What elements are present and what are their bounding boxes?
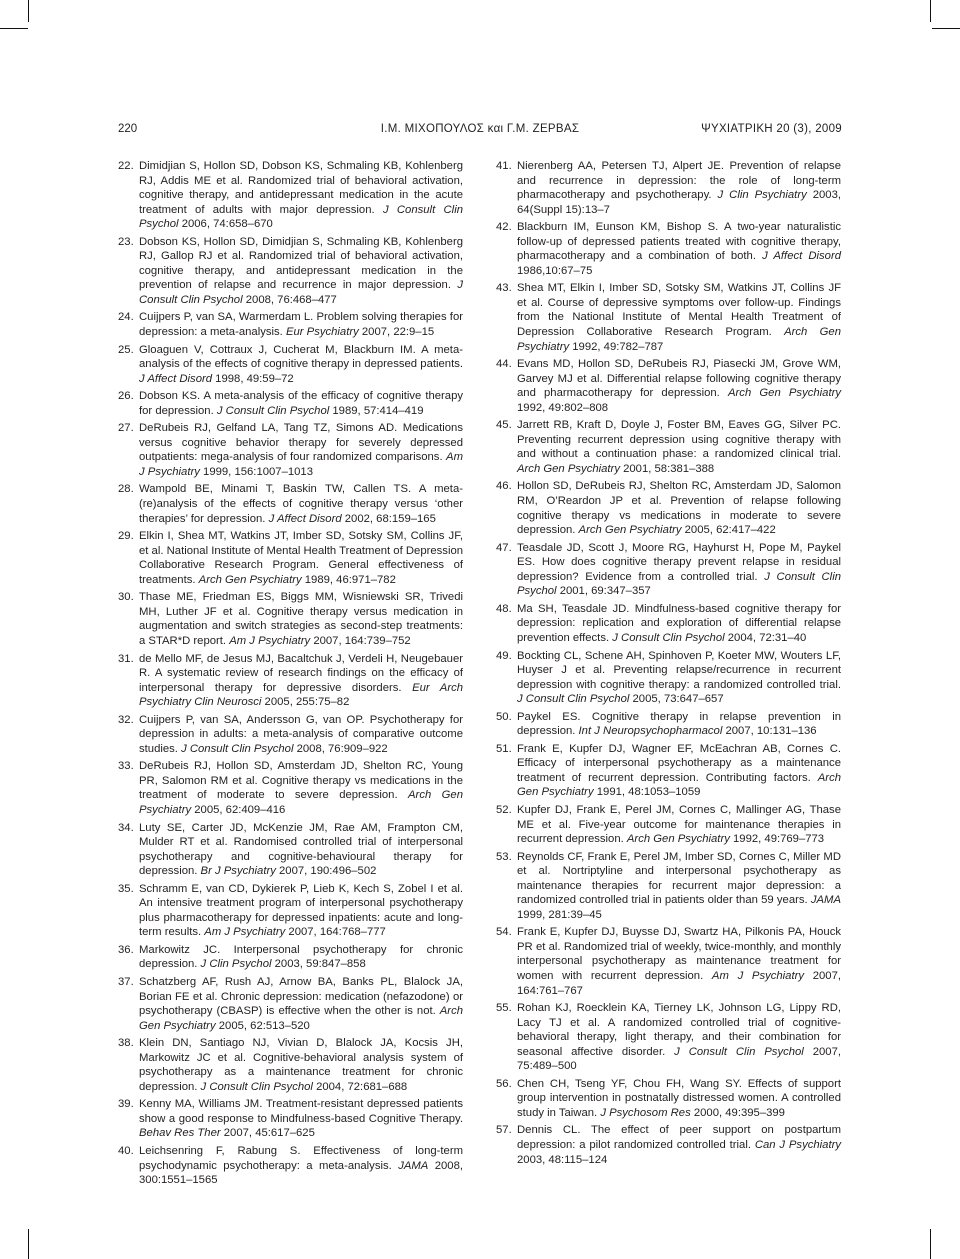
reference-citation: 2008, 76:909–922 [293, 742, 388, 755]
reference-text: Blackburn IM, Eunson KM, Bishop S. A two-year naturalistic follow-up of depressed patients treated with cognitive therapy, pharmacotherapy and a combination of both. [517, 221, 841, 263]
reference-journal: J Affect Disord [139, 372, 213, 385]
reference-item [496, 220, 841, 278]
reference-number: 36. [118, 943, 134, 956]
reference-journal: J Consult Clin Psychol [181, 742, 294, 755]
reference-text: Thase ME, Friedman ES, Biggs MM, Wisniewski SR, Trivedi MH, Luther JF et al. Cognitive therapy versus medication in augmentation and switch strategies as second-step treatments: a STAR*D report. [139, 591, 463, 647]
reference-citation: 2004, 72:31–40 [724, 631, 807, 644]
reference-item [118, 975, 463, 1033]
reference-number: 55. [496, 1002, 512, 1015]
reference-number: 25. [118, 343, 134, 356]
reference-number: 24. [118, 311, 134, 324]
reference-body [517, 220, 841, 278]
reference-journal: Am J Psychiatry [204, 926, 286, 939]
reference-text: Kupfer DJ, Frank E, Perel JM, Cornes C, Mallinger AG, Thase ME et al. Five-year outcome for maintenance therapies in recurrent depression. [517, 803, 841, 846]
reference-item [496, 1077, 841, 1121]
reference-journal: Arch Gen Psychiatry [139, 789, 463, 816]
reference-journal: J Consult Clin Psychol [517, 570, 841, 598]
reference-number: 26. [118, 390, 134, 403]
reference-number: 56. [496, 1077, 512, 1090]
reference-body [517, 742, 841, 800]
reference-text: Dobson KS, Hollon SD, Dimidjian S, Schmaling KB, Kohlenberg RJ, Gallop RJ et al. Randomized trial of behavioral activation, cognitive therapy, and antidepressant medication in the prevention of relapse and recurrence in major depression. [139, 235, 463, 292]
reference-citation: 2003, 64(Suppl 15):13–7 [517, 189, 841, 216]
reference-text: Markowitz JC. Interpersonal psychotherapy for chronic depression. [139, 943, 463, 971]
reference-item [118, 713, 463, 757]
reference-journal: Int J Neuropsychopharmacol [578, 725, 723, 738]
reference-number: 54. [496, 926, 512, 939]
reference-text: Jarrett RB, Kraft D, Doyle J, Foster BM, Eaves GG, Silver PC. Preventing recurrent depression using cognitive therapy with and without a continuation phase: a randomized clinical trial. [517, 419, 841, 461]
reference-item [496, 742, 841, 800]
crop-mark [930, 1229, 931, 1259]
reference-number: 43. [496, 282, 512, 295]
header-journal: ΨΥΧΙΑΤΡΙΚΗ 20 (3), 2009 [701, 123, 842, 135]
reference-journal: Am J Psychiatry [139, 451, 463, 478]
reference-body [517, 925, 841, 998]
reference-text: Wampold BE, Minami T, Baskin TW, Callen TS. A meta-(re)analysis of the effects of cognitive therapy versus ‘other therapies’ for depression. [139, 483, 463, 525]
crop-mark [932, 28, 960, 29]
reference-number: 44. [496, 358, 512, 371]
reference-body [139, 759, 463, 817]
reference-body [139, 821, 463, 879]
reference-journal: J Consult Clin Psychol [612, 631, 725, 644]
reference-journal: J Affect Disord [268, 512, 342, 525]
reference-text: Shea MT, Elkin I, Imber SD, Sotsky SM, Watkins JT, Collins JF et al. Course of depressive symptoms over follow-up. Findings from the National Institute of Mental Health Treatment of Depression Collaborative Research Program. [517, 282, 841, 339]
reference-item [118, 235, 463, 308]
reference-body [517, 479, 841, 537]
reference-item [496, 1123, 841, 1167]
reference-citation: 1992, 49:769–773 [729, 833, 825, 846]
reference-number: 52. [496, 803, 512, 816]
reference-number: 48. [496, 602, 512, 615]
reference-journal: Arch Gen Psychiatry [578, 524, 682, 537]
reference-number: 30. [118, 591, 134, 604]
reference-journal: Br J Psychiatry [200, 865, 276, 878]
reference-citation: 2000, 49:395–399 [690, 1106, 785, 1119]
reference-journal: JAMA [810, 894, 842, 907]
reference-text: Nierenberg AA, Petersen TJ, Alpert JE. Prevention of relapse and recurrence in depression: the role of long-term pharmacotherapy and psychotherapy. [517, 160, 841, 202]
reference-item [496, 479, 841, 537]
reference-text: Paykel ES. Cognitive therapy in relapse prevention in depression. [517, 710, 841, 738]
reference-text: Schramm E, van CD, Dykierek P, Lieb K, Kech S, Zobel I et al. An intensive treatment program of interpersonal psychotherapy plus pharmacotherapy for depressed inpatients: acute and long-term results. [139, 882, 463, 939]
reference-journal: J Clin Psychiatry [717, 189, 807, 202]
reference-journal: J Affect Disord [762, 250, 841, 263]
reference-item [496, 357, 841, 415]
reference-citation: 2003, 48:115–124 [517, 1153, 608, 1166]
header-authors: Ι.Μ. ΜΙΧΟΠΟΥΛΟΣ και Γ.Μ. ΖΕΡΒΑΣ [380, 123, 580, 135]
reference-body [139, 159, 463, 232]
reference-journal: Arch Gen Psychiatry [517, 326, 841, 353]
reference-body [139, 943, 463, 972]
reference-text: Leichsenring F, Rabung S. Effectiveness of long-term psychodynamic psychotherapy: a meta-analysis. [139, 1145, 463, 1172]
reference-text: Dobson KS. A meta-analysis of the efficacy of cognitive therapy for depression. [139, 390, 463, 417]
reference-body [517, 541, 841, 599]
reference-text: Luty SE, Carter JD, McKenzie JM, Rae AM, Frampton CM, Mulder RT et al. Randomised controlled trial of interpersonal psychotherapy and cognitive-behavioural therapy for depression. [139, 821, 463, 878]
reference-citation: 2005, 62:409–416 [191, 803, 286, 816]
reference-item [118, 1036, 463, 1094]
reference-item [496, 159, 841, 217]
reference-number: 46. [496, 480, 512, 493]
reference-item [118, 882, 463, 940]
reference-body [517, 602, 841, 646]
reference-text: Frank E, Kupfer DJ, Wagner EF, McEachran AB, Cornes C. Efficacy of interpersonal psychotherapy as a maintenance treatment of recurrent depression. Contributing factors. [517, 742, 841, 784]
crop-mark [28, 1229, 29, 1259]
reference-item [496, 803, 841, 847]
reference-body [517, 281, 841, 354]
reference-citation: 2003, 59:847–858 [271, 958, 366, 971]
reference-text: Rohan KJ, Roecklein KA, Tierney LK, Johnson LG, Lippy RD, Lacy TJ et al. A randomized controlled trial of cognitive-behavioral therapy, light therapy, and their combination for seasonal affective disorder. [517, 1002, 841, 1058]
reference-number: 37. [118, 975, 134, 988]
reference-citation: 2001, 69:347–357 [556, 585, 651, 598]
reference-item [496, 850, 841, 923]
reference-body [139, 590, 463, 648]
reference-journal: Arch Gen Psychiatry [198, 573, 302, 586]
reference-body [517, 803, 841, 847]
reference-item [118, 389, 463, 418]
reference-citation: 2007, 164:761–767 [517, 969, 842, 997]
reference-body [517, 710, 841, 739]
reference-text: Klein DN, Santiago NJ, Vivian D, Blalock JA, Kocsis JH, Markowitz JC et al. Cognitive-behavioral analysis system of psychotherapy as a maintenance treatment for chronic depression. [139, 1037, 463, 1093]
reference-item [118, 821, 463, 879]
reference-body [517, 1077, 841, 1121]
reference-citation: 2005, 73:647–657 [629, 693, 724, 706]
crop-mark [930, 0, 931, 22]
reference-journal: J Consult Clin Psychol [674, 1045, 804, 1058]
reference-body [517, 357, 841, 415]
reference-number: 47. [496, 541, 512, 554]
reference-number: 27. [118, 422, 134, 435]
reference-item [118, 1144, 463, 1188]
reference-number: 57. [496, 1124, 512, 1137]
reference-body [139, 975, 463, 1033]
reference-citation: 2007, 190:496–502 [275, 865, 377, 878]
reference-item [118, 310, 463, 339]
reference-journal: J Consult Clin Psychol [200, 1080, 313, 1093]
reference-number: 50. [496, 710, 512, 723]
reference-number: 22. [118, 160, 134, 172]
reference-number: 51. [496, 742, 512, 755]
reference-journal: Arch Gen Psychiatry [139, 1005, 463, 1032]
reference-citation: 1999, 281:39–45 [517, 908, 602, 921]
reference-journal: Eur Arch Psychiatry Clin Neurosci [139, 681, 464, 709]
reference-body [139, 235, 463, 308]
reference-journal: Behav Res Ther [139, 1127, 221, 1140]
reference-journal: J Psychosom Res [600, 1106, 691, 1119]
reference-body [139, 1144, 463, 1188]
reference-text: Bockting CL, Schene AH, Spinhoven P, Koeter MW, Wouters LF, Huyser J et al. Preventing relapse/recurrence in recurrent depression with cognitive therapy: a randomized controlled trial. [517, 649, 841, 691]
reference-journal: Can J Psychiatry [754, 1139, 841, 1151]
reference-citation: 2002, 68:159–165 [341, 512, 436, 525]
reference-item [118, 943, 463, 972]
reference-journal: Arch Gen Psychiatry [517, 462, 620, 475]
reference-number: 29. [118, 530, 134, 543]
reference-number: 38. [118, 1037, 134, 1050]
reference-body [139, 713, 463, 757]
reference-text: Reynolds CF, Frank E, Perel JM, Imber SD, Cornes C, Miller MD et al. Nortriptyline and interpersonal psychotherapy as maintenance therapies for recurrent major depression: a randomized controlled trial in patients older than 59 years. [517, 850, 841, 907]
reference-citation: 2001, 58:381–388 [619, 462, 715, 475]
reference-body [517, 418, 841, 476]
reference-journal: Eur Psychiatry [285, 326, 359, 339]
references-left-column [118, 159, 463, 1191]
reference-body [139, 310, 463, 339]
reference-body [139, 389, 463, 418]
reference-body [517, 1001, 841, 1074]
reference-number: 35. [118, 882, 134, 895]
reference-journal: J Consult Clin Psychol [216, 404, 330, 417]
reference-journal: J Consult Clin Psychol [517, 693, 630, 706]
reference-item [496, 1001, 841, 1074]
reference-body [139, 882, 463, 940]
reference-journal: Arch Gen Psychiatry [626, 833, 730, 846]
reference-journal: JAMA [398, 1159, 429, 1172]
reference-item [496, 602, 841, 646]
reference-text: Frank E, Kupfer DJ, Buysse DJ, Swartz HA, Pilkonis PA, Houck PR et al. Randomized trial of weekly, twice-monthly, and monthly interpersonal psychotherapy as maintenance treatment for women with recurrent depression. [517, 926, 841, 982]
reference-number: 28. [118, 483, 134, 496]
reference-number: 34. [118, 821, 134, 834]
reference-text: Teasdale JD, Scott J, Moore RG, Hayhurst H, Pope M, Paykel ES. How does cognitive therapy prevent relapse in residual depression? Evidence from a controlled trial. [517, 541, 841, 583]
reference-number: 41. [496, 160, 512, 172]
reference-journal: J Clin Psychol [200, 958, 272, 971]
reference-text: Cuijpers P, van SA, Andersson G, van OP. Psychotherapy for depression in adults: a meta-analysis of comparative outcome studies. [139, 713, 463, 755]
reference-body [139, 343, 463, 387]
reference-citation: 2007, 10:131–136 [722, 725, 817, 738]
reference-body [139, 482, 463, 526]
reference-text: Schatzberg AF, Rush AJ, Arnow BA, Banks PL, Blalock JA, Borian FE et al. Chronic depression: medication (nefazodone) or psychotherapy (CBASP) is effective when the other is not. [139, 975, 463, 1018]
reference-journal: Am J Psychiatry [229, 634, 311, 647]
reference-item [496, 710, 841, 739]
reference-citation: 2007, 75:489–500 [517, 1045, 842, 1073]
reference-body [517, 649, 841, 707]
reference-item [118, 1097, 463, 1141]
reference-item [118, 421, 463, 479]
reference-item [496, 541, 841, 599]
reference-body [517, 159, 841, 217]
reference-item [118, 343, 463, 387]
reference-body [517, 850, 841, 923]
crop-mark [28, 0, 29, 22]
reference-body [139, 1097, 463, 1141]
reference-citation: 2006, 74:658–670 [178, 218, 273, 231]
reference-citation: 2005, 62:417–422 [681, 524, 776, 537]
reference-number: 40. [118, 1145, 134, 1157]
reference-citation: 2007, 45:617–625 [220, 1127, 315, 1140]
reference-item [118, 529, 463, 587]
reference-text: Cuijpers P, van SA, Warmerdam L. Problem solving therapies for depression: a meta-analysis. [139, 311, 463, 339]
reference-body [517, 1123, 841, 1167]
reference-citation: 1998, 49:59–72 [212, 372, 294, 385]
reference-body [139, 652, 463, 710]
reference-journal: Arch Gen Psychiatry [517, 771, 841, 799]
reference-citation: 2008, 300:1551–1565 [139, 1159, 463, 1187]
reference-number: 32. [118, 713, 134, 726]
reference-number: 53. [496, 850, 512, 863]
reference-journal: Am J Psychiatry [711, 969, 805, 982]
reference-citation: 1991, 48:1053–1059 [593, 786, 701, 799]
reference-text: Dennis CL. The effect of peer support on postpartum depression: a pilot randomized controlled trial. [517, 1124, 841, 1151]
running-header [118, 123, 842, 139]
reference-body [139, 1036, 463, 1094]
reference-citation: 2005, 255:75–82 [261, 696, 350, 709]
reference-text: Hollon SD, DeRubeis RJ, Shelton RC, Amsterdam JD, Salomon RM, O’Reardon JP et al. Prevention of relapse following cognitive therapy vs medications in moderate to severe depression. [517, 480, 841, 537]
reference-item [496, 418, 841, 476]
reference-text: Elkin I, Shea MT, Watkins JT, Imber SD, Sotsky SM, Collins JF, et al. National Institute of Mental Health Treatment of Depression Collaborative Research Program. General effectiveness of treatments. [139, 530, 464, 586]
reference-item [118, 652, 463, 710]
references-right-column [496, 159, 841, 1170]
reference-text: Gloaguen V, Cottraux J, Cucherat M, Blackburn IM. A meta-analysis of the effects of cognitive therapy in depressed patients. [139, 343, 463, 371]
page-number: 220 [118, 123, 138, 135]
reference-text: Ma SH, Teasdale JD. Mindfulness-based cognitive therapy for depression: replication and exploration of differential relapse prevention effects. [517, 602, 841, 644]
reference-item [118, 590, 463, 648]
reference-item [496, 281, 841, 354]
reference-body [139, 529, 463, 587]
reference-body [139, 421, 463, 479]
reference-citation: 2004, 72:681–688 [312, 1080, 408, 1093]
reference-text: Chen CH, Tseng YF, Chou FH, Wang SY. Effects of support group intervention in postnatally distressed women. A controlled study in Taiwan. [517, 1077, 841, 1119]
reference-number: 33. [118, 760, 134, 773]
reference-citation: 1989, 57:414–419 [329, 404, 424, 417]
reference-number: 42. [496, 221, 512, 234]
crop-mark [0, 28, 28, 29]
reference-journal: Arch Gen Psychiatry [728, 387, 841, 400]
reference-journal: J Consult Clin Psychol [139, 279, 463, 306]
reference-item [118, 759, 463, 817]
reference-number: 45. [496, 419, 512, 432]
reference-text: Dimidjian S, Hollon SD, Dobson KS, Schmaling KB, Kohlenberg RJ, Addis ME et al. Randomized trial of behavioral activation, cognitive therapy, and antidepressant medication in the acute treatment of adults with major depression. [139, 160, 463, 216]
reference-citation: 2008, 76:468–477 [242, 293, 337, 306]
reference-citation: 1989, 46:971–782 [301, 573, 396, 586]
reference-text: DeRubeis RJ, Gelfand LA, Tang TZ, Simons AD. Medications versus cognitive behavior therapy for severely depressed outpatients: mega-analysis of four randomized comparisons. [139, 422, 463, 464]
reference-citation: 2007, 164:739–752 [310, 634, 411, 647]
reference-number: 49. [496, 649, 512, 662]
reference-citation: 2007, 164:768–777 [285, 926, 386, 939]
reference-number: 23. [118, 235, 134, 248]
reference-text: Kenny MA, Williams JM. Treatment-resistant depressed patients show a good response to Mindfulness-based Cognitive Therapy. [139, 1098, 463, 1125]
reference-citation: 1992, 49:782–787 [569, 340, 664, 353]
reference-item [118, 159, 463, 232]
reference-number: 31. [118, 652, 134, 665]
reference-citation: 2007, 22:9–15 [358, 326, 435, 339]
reference-item [496, 925, 841, 998]
reference-citation: 1999, 156:1007–1013 [199, 465, 313, 478]
reference-text: Evans MD, Hollon SD, DeRubeis RJ, Piasecki JM, Grove WM, Garvey MJ et al. Differential relapse following cognitive therapy and pharmacotherapy for depression. [517, 358, 841, 400]
reference-citation: 1992, 49:802–808 [517, 401, 609, 414]
reference-item [496, 649, 841, 707]
reference-citation: 2005, 62:513–520 [215, 1019, 310, 1032]
reference-text: de Mello MF, de Jesus MJ, Bacaltchuk J, Verdeli H, Neugebauer R. A systematic review of research findings on the efficacy of interpersonal therapy for depressive disorders. [139, 652, 463, 694]
reference-journal: J Consult Clin Psychol [139, 203, 463, 231]
reference-citation: 1986,10:67–75 [517, 264, 593, 277]
reference-text: DeRubeis RJ, Hollon SD, Amsterdam JD, Shelton RC, Young PR, Salomon RM et al. Cognitive therapy vs medications in the treatment of moderate to severe depression. [139, 760, 463, 802]
reference-item [118, 482, 463, 526]
reference-number: 39. [118, 1098, 134, 1111]
